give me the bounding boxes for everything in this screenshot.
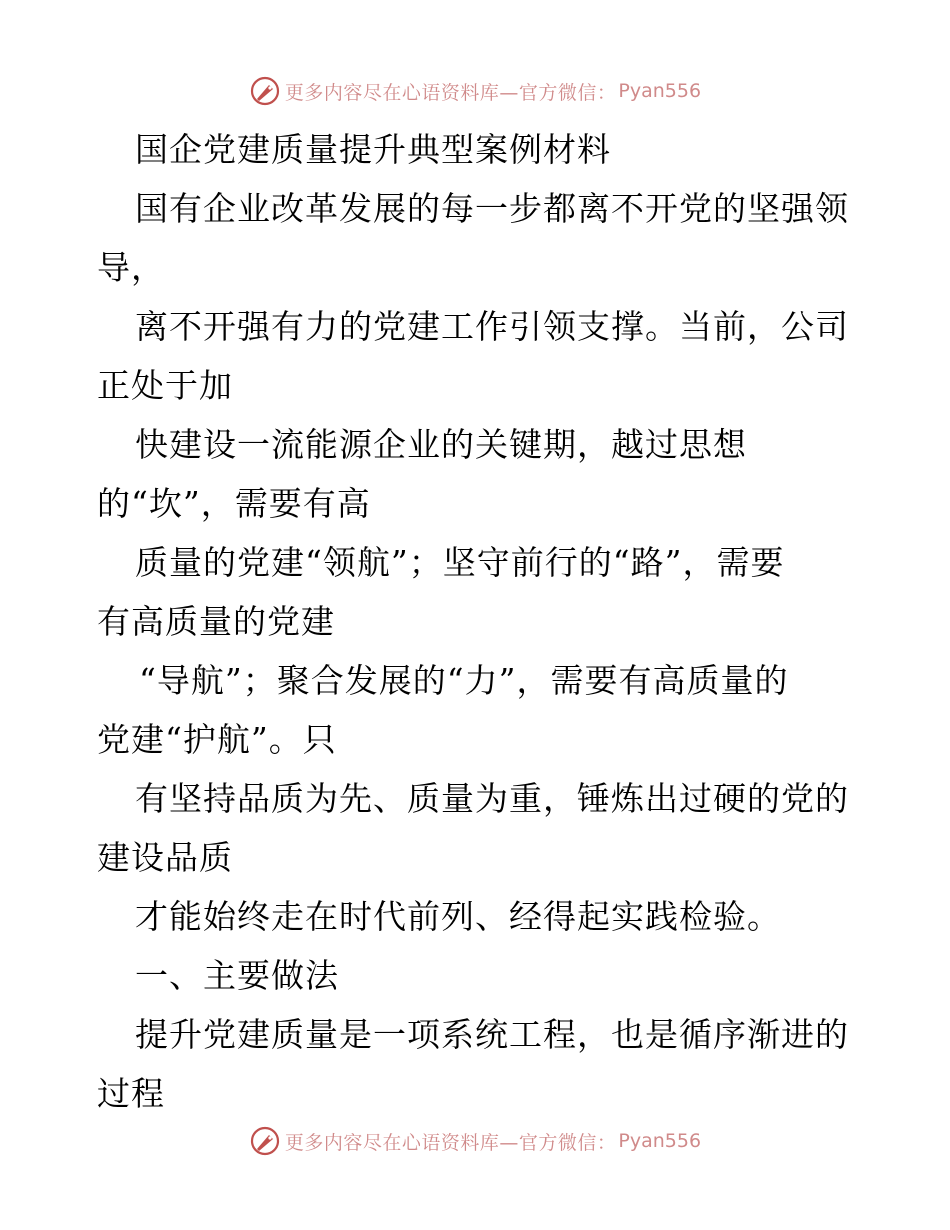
paragraph-line: 正处于加 bbox=[97, 366, 233, 405]
watermark-header bbox=[0, 71, 950, 111]
document-title: 国企党建质量提升典型案例材料 bbox=[135, 130, 611, 169]
pen-nib-circle-icon bbox=[249, 1125, 281, 1157]
watermark-footer bbox=[0, 1121, 950, 1161]
paragraph-line: 的“坎”，需要有高 bbox=[97, 484, 371, 523]
paragraph-line: 党建“护航”。只 bbox=[97, 720, 337, 759]
section-heading: 一、主要做法 bbox=[135, 956, 339, 995]
watermark-text: 更多内容尽在心语资料库—官方微信： bbox=[284, 1131, 617, 1154]
pen-nib-circle-icon bbox=[249, 75, 281, 107]
paragraph-line: 过程 bbox=[97, 1074, 165, 1113]
watermark-handle: Pyan556 bbox=[618, 1130, 702, 1152]
paragraph-line: 离不开强有力的党建工作引领支撑。当前，公司 bbox=[135, 307, 849, 346]
paragraph-line: 提升党建质量是一项系统工程，也是循序渐进的 bbox=[135, 1015, 849, 1054]
paragraph-line: 才能始终走在时代前列、经得起实践检验。 bbox=[135, 897, 781, 936]
paragraph-line: “导航”；聚合发展的“力”，需要有高质量的 bbox=[139, 661, 789, 700]
paragraph-line: 建设品质 bbox=[97, 838, 233, 877]
watermark-handle: Pyan556 bbox=[618, 80, 702, 102]
paragraph-line: 有高质量的党建 bbox=[97, 602, 335, 641]
paragraph-line: 质量的党建“领航”；坚守前行的“路”，需要 bbox=[135, 543, 785, 582]
paragraph-line: 快建设一流能源企业的关键期，越过思想 bbox=[135, 425, 747, 464]
paragraph-line: 有坚持品质为先、质量为重，锤炼出过硬的党的 bbox=[135, 779, 849, 818]
watermark-text: 更多内容尽在心语资料库—官方微信： bbox=[284, 81, 617, 104]
paragraph-line: 国有企业改革发展的每一步都离不开党的坚强领 bbox=[135, 189, 849, 228]
paragraph-line: 导， bbox=[97, 248, 165, 287]
document-body bbox=[97, 120, 857, 1123]
